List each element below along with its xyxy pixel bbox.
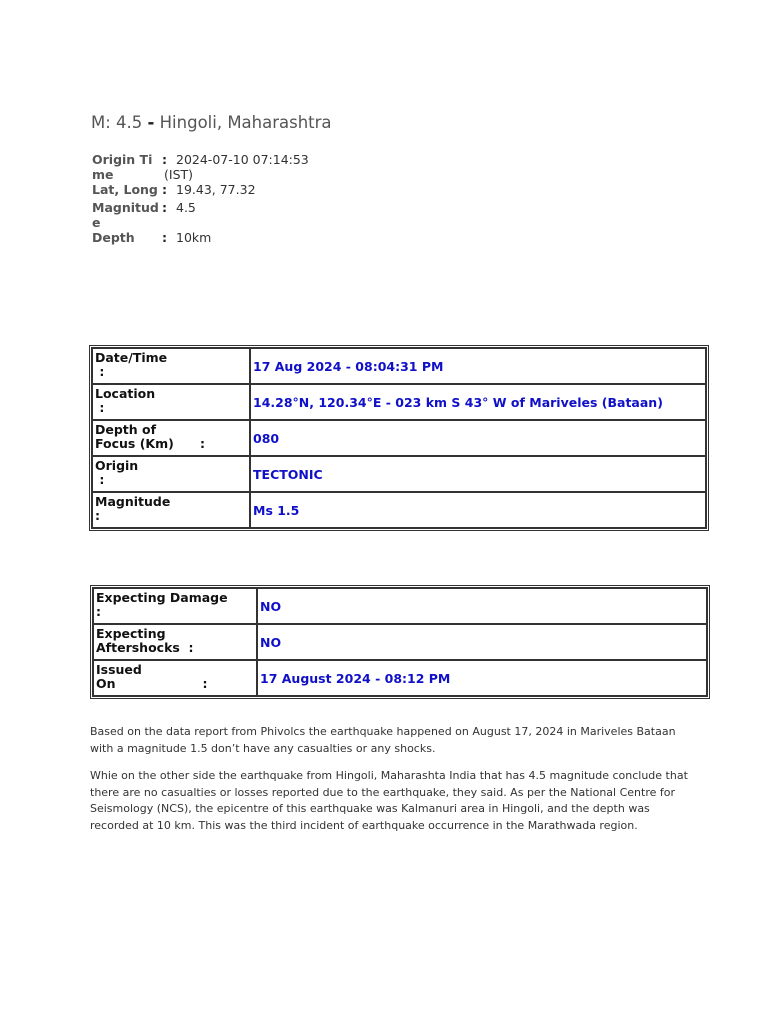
row-value: NO	[257, 588, 707, 624]
info-row-lat-long	[90, 182, 328, 200]
row-label-line: On :	[96, 676, 208, 691]
row-label-line: Focus (Km) :	[95, 436, 205, 451]
row-label-line: :	[96, 604, 101, 619]
title-magnitude: M: 4.5	[91, 113, 143, 132]
row-value: TECTONIC	[250, 456, 706, 492]
row-label	[92, 348, 250, 384]
row-value: 14.28°N, 120.34°E - 023 km S 43° W of Mariveles (Bataan)	[250, 384, 706, 420]
row-label-line: Location	[95, 386, 156, 401]
row-value: 17 August 2024 - 08:12 PM	[257, 660, 707, 696]
info-colon: :	[162, 182, 167, 197]
ncs-info-table	[90, 152, 328, 248]
table-row	[92, 384, 706, 420]
info-colon: :	[162, 200, 167, 215]
row-value: 17 Aug 2024 - 08:04:31 PM	[250, 348, 706, 384]
table-row	[92, 492, 706, 528]
title-dash: -	[147, 113, 155, 132]
row-value: 080	[250, 420, 706, 456]
advisory-table	[90, 585, 710, 699]
table-row	[93, 588, 707, 624]
table-row	[93, 624, 707, 660]
row-label-line: Issued	[96, 662, 142, 677]
row-label-line: Magnitude	[95, 494, 171, 509]
row-value: Ms 1.5	[250, 492, 706, 528]
row-value: NO	[257, 624, 707, 660]
row-label	[93, 588, 257, 624]
info-colon: :	[162, 230, 167, 245]
comparison-paragraph: Whie on the other side the earthquake from Hingoli, Maharashta India that has 4.5 magnitude conclude that there are no casualties or losses reported due to the earthquake, they said. As per the National Centre for Seismology (NCS), the epicentre of this earthquake was Kalmanuri area in Hingoli, and the depth was recorded at 10 km. This was the third incident of earthquake occurrence in the Marathwada region.	[90, 769, 688, 832]
row-label-line: Depth of	[95, 422, 157, 437]
info-label: Lat, Long	[92, 182, 158, 197]
info-value: 10km	[176, 230, 212, 245]
row-label	[92, 420, 250, 456]
row-label	[93, 624, 257, 660]
info-row-origin-time	[90, 152, 328, 182]
info-label: Magnitude	[92, 200, 159, 230]
info-label: Origin Time	[92, 152, 153, 182]
info-value: 19.43, 77.32	[176, 182, 256, 197]
row-label-line: :	[95, 364, 105, 379]
table-row	[92, 348, 706, 384]
table-row	[92, 456, 706, 492]
row-label	[93, 660, 257, 696]
info-value-text: 2024-07-10 07:14:53	[176, 152, 309, 167]
info-label: Depth	[92, 230, 135, 245]
row-label-line: Expecting	[96, 626, 166, 641]
table-row	[93, 660, 707, 696]
row-label	[92, 456, 250, 492]
row-label-line: :	[95, 508, 100, 523]
row-label-line: Expecting Damage	[96, 590, 228, 605]
phivolcs-details-table	[89, 345, 709, 531]
row-label-line: :	[95, 472, 105, 487]
row-label-line: Date/Time	[95, 350, 168, 365]
row-label-line: :	[95, 400, 105, 415]
title-place: Hingoli, Maharashtra	[159, 113, 332, 132]
info-value	[164, 152, 328, 182]
table-row	[92, 420, 706, 456]
row-label-line: Aftershocks :	[96, 640, 194, 655]
row-label	[92, 384, 250, 420]
info-colon: :	[162, 152, 167, 167]
info-row-magnitude	[90, 200, 328, 230]
info-value: 4.5	[176, 200, 196, 215]
info-row-depth	[90, 230, 328, 248]
row-label-line: Origin	[95, 458, 139, 473]
row-label	[92, 492, 250, 528]
summary-paragraph: Based on the data report from Phivolcs the earthquake happened on August 17, 2024 in Mariveles Bataan with a magnitude 1.5 don’t have any casualties or any shocks.	[90, 725, 676, 755]
earthquake-title	[91, 113, 332, 132]
info-value-continuation: (IST)	[164, 167, 194, 182]
